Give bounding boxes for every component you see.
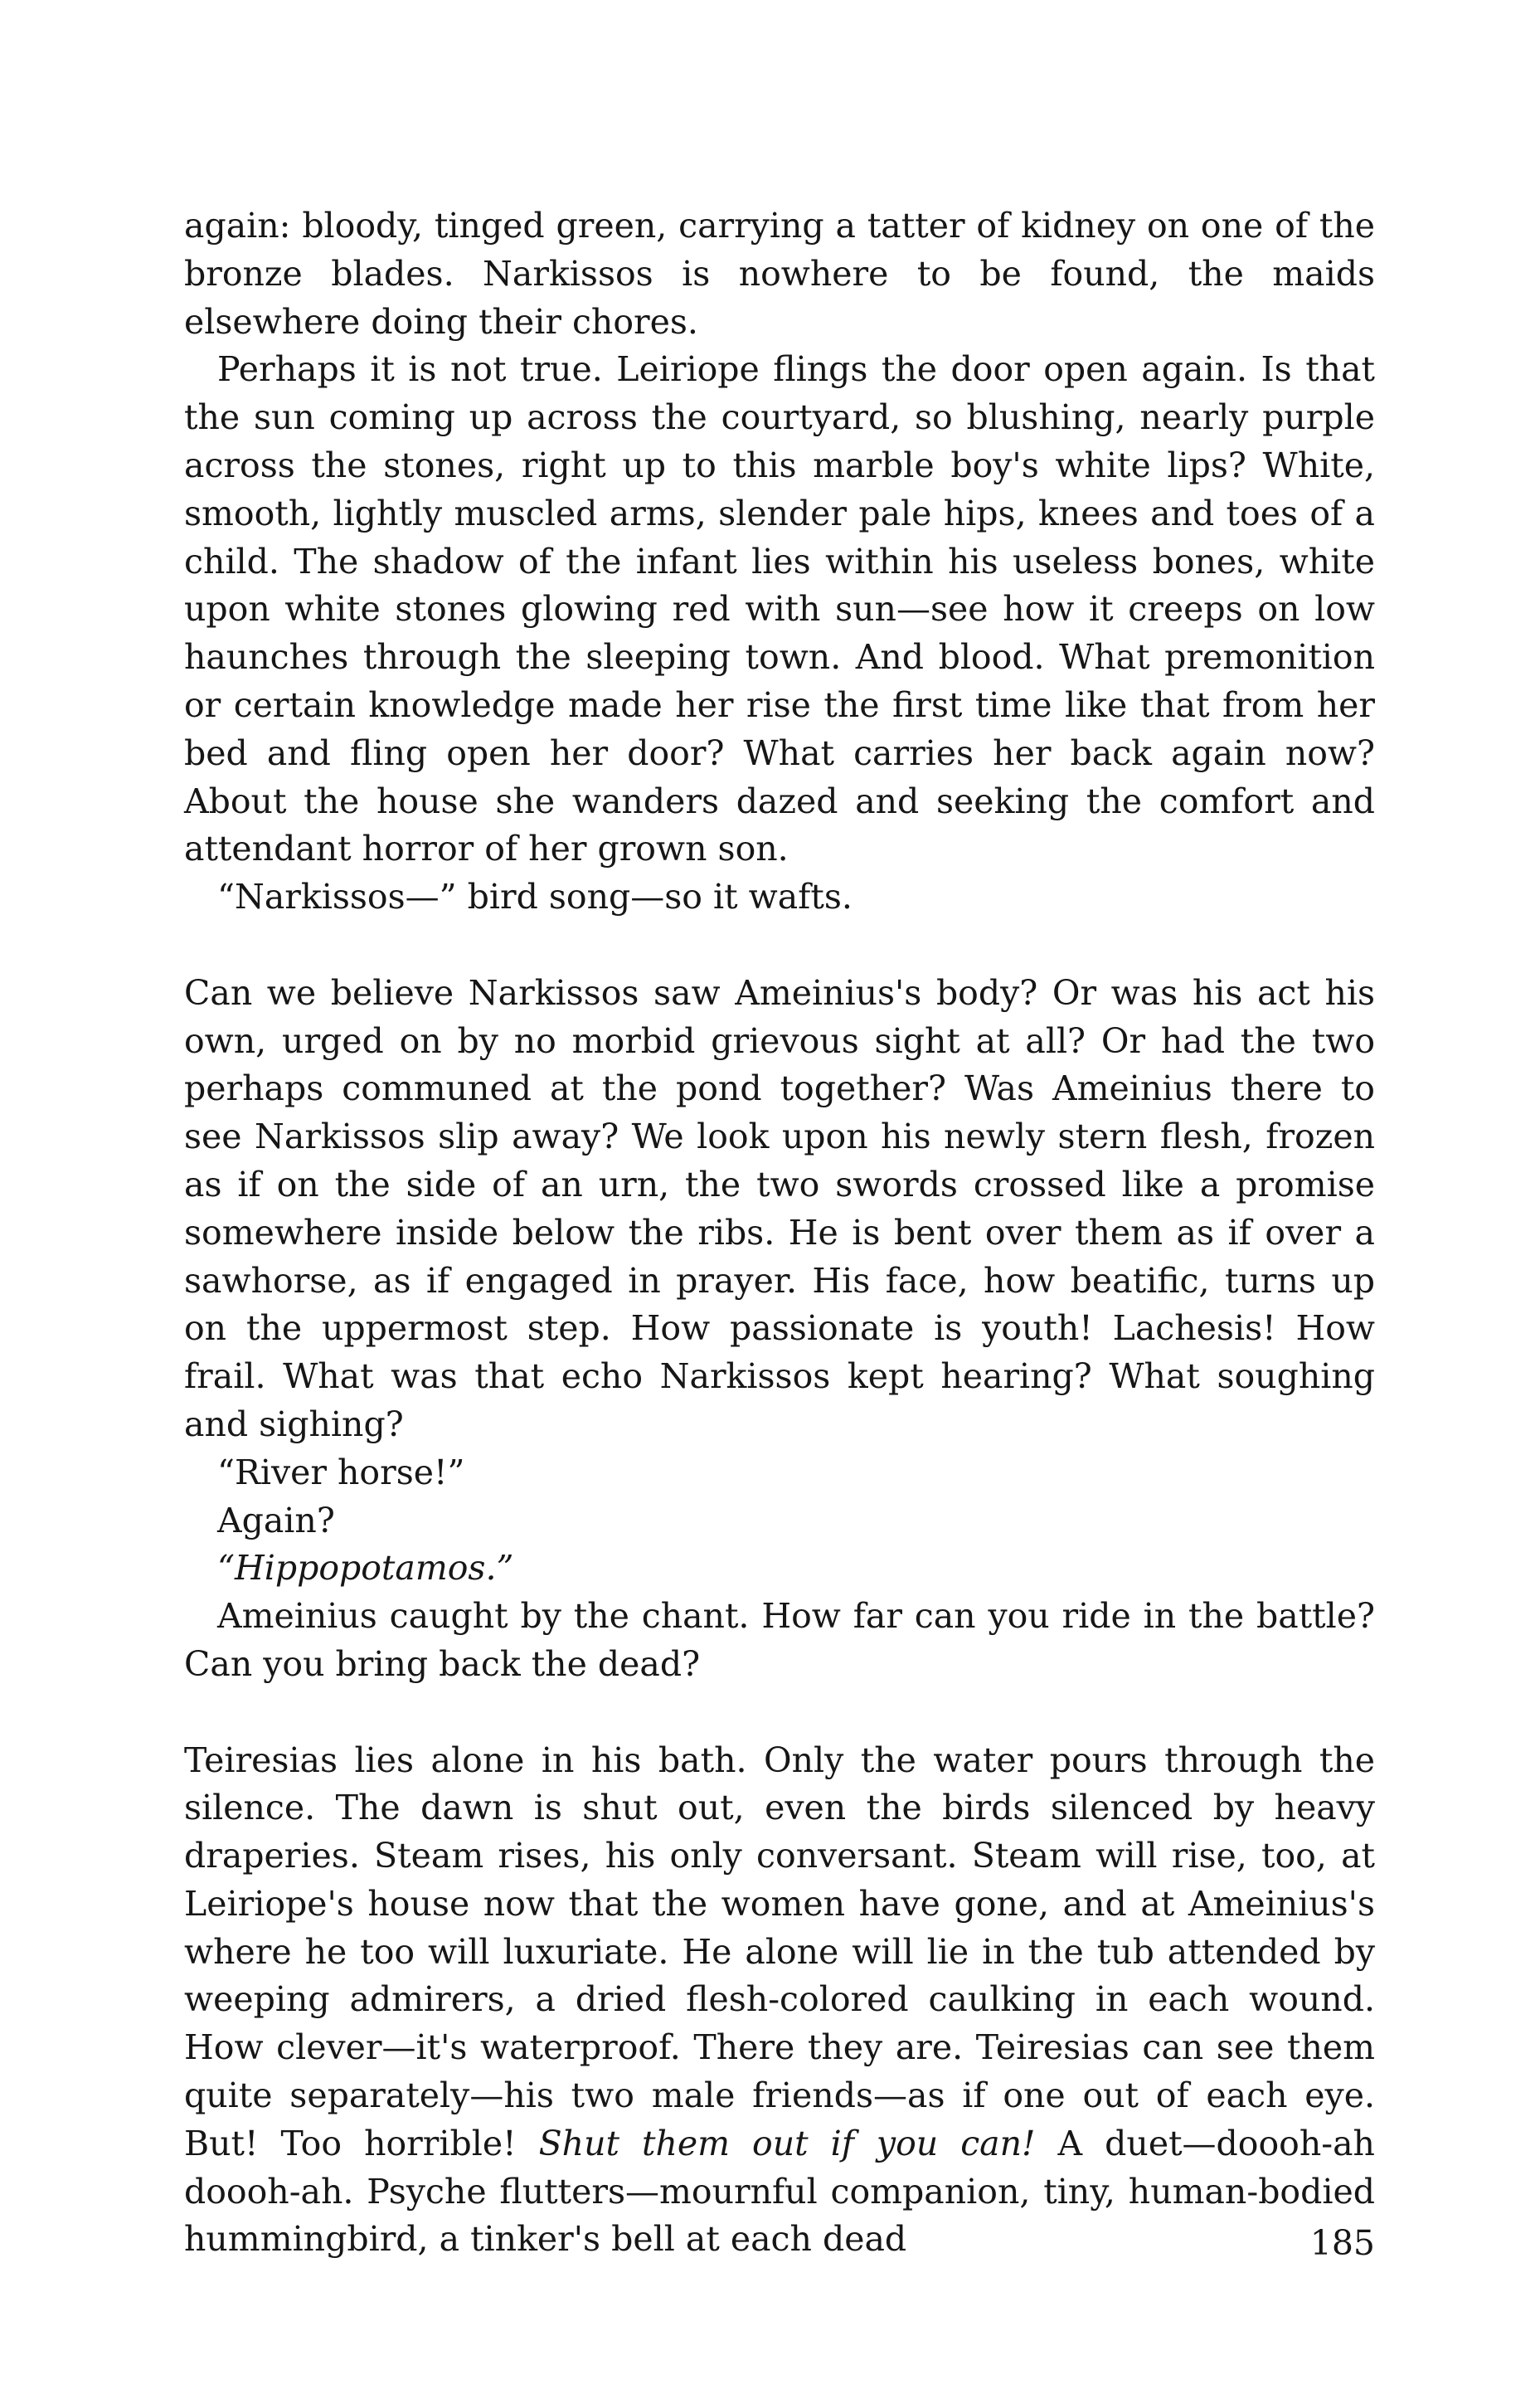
paragraph-continuation: again: bloody, tinged green, carrying a tatter of kidney on one of the bronze blades. Narkissos is nowhere to be found, the maids elsewhere doing their chores. — [184, 206, 1375, 342]
teiresias-text-start: Teiresias lies alone in his bath. Only the water pours through the silence. The dawn is shut out, even the birds silenced by heavy draperies. Steam rises, his only conversant. Steam will rise, too, at Leiriope's house now that the women have gone, and at Ameinius's where he too will luxuriate. He alone will lie in the tub attended by weeping admirers, a dried flesh-colored caulking in each wound. How clever—it's waterproof. There they are. Teiresias can see them quite separately—his two male friends—as if one out of each eye. But! Too horrible! — [184, 1740, 1375, 2163]
page-number: 185 — [1309, 2223, 1375, 2263]
dialogue-hippopotamos: “Hippopotamos.” — [217, 1548, 514, 1589]
dialogue-river-horse: “River horse!” — [217, 1452, 465, 1492]
section-break — [184, 1689, 1375, 1737]
section-break — [184, 922, 1375, 970]
teiresias-italic-phrase: Shut them out if you can! — [538, 2123, 1036, 2163]
paragraph-chant: Ameinius caught by the chant. How far can you ride in the battle? Can you bring back the dead? — [184, 1596, 1375, 1684]
page-body — [184, 202, 1375, 2264]
paragraph-teiresias — [184, 1737, 1375, 2265]
teiresias-text-end: A duet—doooh-ah doooh-ah. Psyche flutters—mournful companion, tiny, human-bodied hummingbird, a tinker's bell at each dead — [184, 2123, 1375, 2260]
paragraph-leiriope: Perhaps it is not true. Leiriope flings the door open again. Is that the sun coming up across the courtyard, so blushing, nearly purple across the stones, right up to this marble boy's white lips? White, smooth, lightly muscled arms, slender pale hips, knees and toes of a child. The shadow of the infant lies within his useless bones, white upon white stones glowing red with sun—see how it creeps on low haunches through the sleeping town. And blood. What premonition or certain knowledge made her rise the first time like that from her bed and fling open her door? What carries her back again now? About the house she wanders dazed and seeking the comfort and attendant horror of her grown son. — [184, 349, 1375, 869]
paragraph-ameinius-body: Can we believe Narkissos saw Ameinius's body? Or was his act his own, urged on by no morbid grievous sight at all? Or had the two perhaps communed at the pond together? Was Ameinius there to see Narkissos slip away? We look upon his newly stern flesh, frozen as if on the side of an urn, the two swords crossed like a promise somewhere inside below the ribs. He is bent over them as if over a sawhorse, as if engaged in prayer. His face, how beatific, turns up on the uppermost step. How passionate is youth! Lachesis! How frail. What was that echo Narkissos kept hearing? What soughing and sighing? — [184, 972, 1375, 1444]
paragraph-bird-song: “Narkissos—” bird song—so it wafts. — [217, 877, 853, 917]
dialogue-again: Again? — [217, 1500, 335, 1540]
